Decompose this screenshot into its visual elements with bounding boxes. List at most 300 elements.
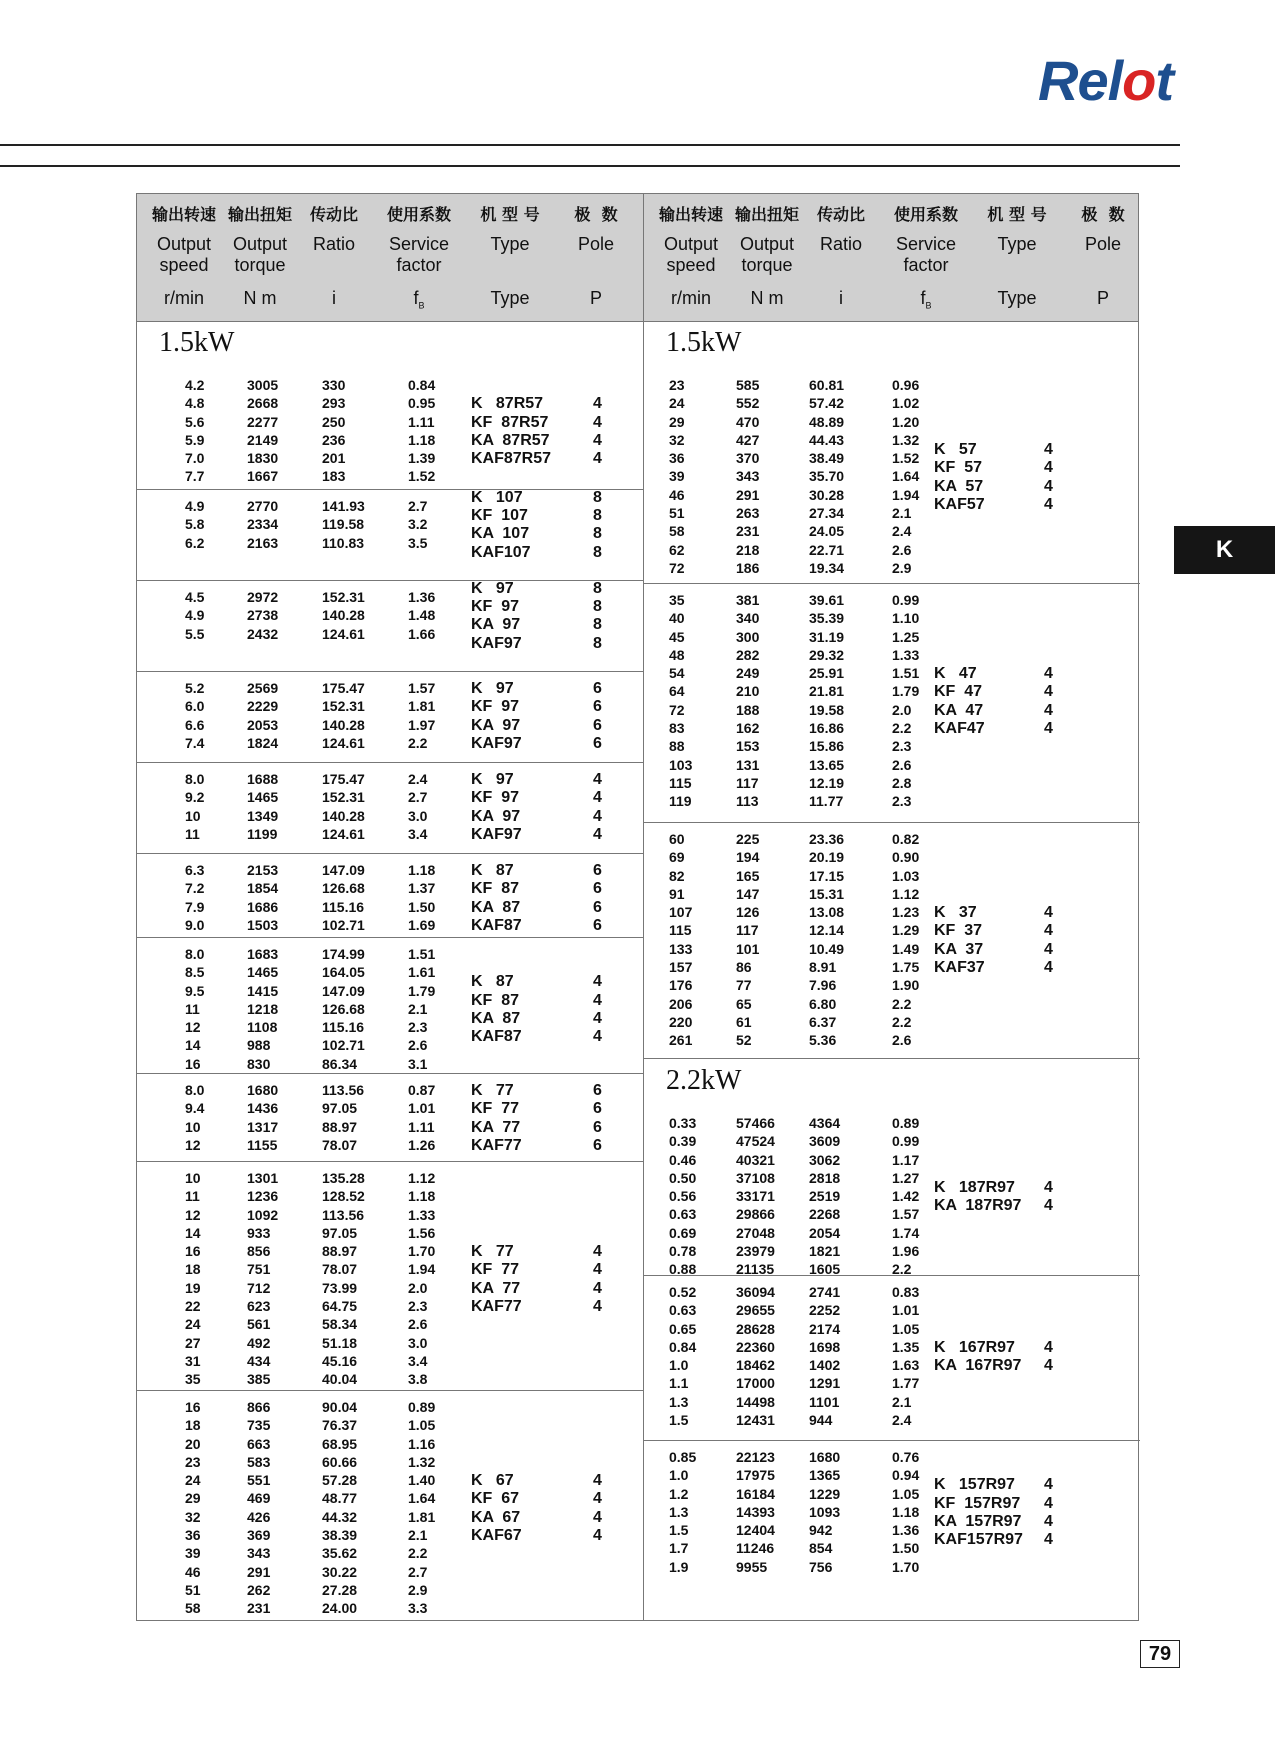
table-row [137,826,643,844]
factor-cell: 1.33 [892,646,920,663]
factor-cell: 1.94 [892,486,920,503]
speed-cell: 9.4 [185,1100,205,1117]
torque-cell: 12431 [736,1412,775,1429]
factor-cell: 2.6 [408,1037,428,1054]
speed-cell: 23 [185,1453,201,1470]
motor-block [137,1074,643,1162]
table-row [137,698,643,716]
factor-cell: 2.3 [892,738,912,755]
torque-cell: 856 [247,1243,271,1260]
speed-cell: 0.88 [669,1261,697,1278]
factor-cell: 1.50 [892,1540,920,1557]
torque-cell: 1092 [247,1206,279,1223]
factor-cell: 1.26 [408,1136,436,1153]
table-row [137,1261,643,1279]
ratio-cell: 124.61 [322,734,365,751]
torque-cell: 2229 [247,698,279,715]
ratio-cell: 110.83 [322,534,365,551]
torque-cell: 2569 [247,680,279,696]
factor-cell: 1.90 [892,977,920,994]
table-row [137,1119,643,1137]
ratio-cell: 1605 [809,1261,841,1278]
type-list: K 77 KF 77 KA 77 KAF77 [471,1082,522,1154]
torque-cell: 165 [736,867,760,884]
ratio-cell: 24.05 [809,523,845,540]
header-cn-1-right: 输出扭矩 [734,205,799,224]
ratio-cell: 183 [322,468,346,485]
ratio-cell: 124.61 [322,625,365,642]
torque-cell: 2770 [247,498,279,514]
factor-cell: 1.11 [408,413,435,430]
factor-cell: 1.63 [892,1357,920,1374]
torque-cell: 469 [247,1490,271,1507]
factor-cell: 1.42 [892,1188,920,1205]
factor-cell: 1.29 [892,922,920,939]
speed-cell: 60 [669,831,685,847]
factor-cell: 3.5 [408,534,428,551]
ratio-cell: 3062 [809,1151,841,1168]
ratio-cell: 78.07 [322,1136,358,1153]
speed-cell: 91 [669,885,685,902]
speed-cell: 88 [669,738,685,755]
torque-cell: 1854 [247,880,279,897]
torque-cell: 2149 [247,431,279,448]
table-row [644,468,1140,486]
ratio-cell: 90.04 [322,1399,358,1415]
table-row [644,1559,1140,1577]
table-row [644,1394,1140,1412]
ratio-cell: 2818 [809,1169,841,1186]
ratio-cell: 78.07 [322,1261,358,1278]
header-cn-1-left: 输出扭矩 [227,205,292,224]
speed-cell: 5.6 [185,413,205,430]
torque-cell: 40321 [736,1151,775,1168]
speed-cell: 8.0 [185,771,205,787]
table-row [137,498,643,516]
type-list: K 47 KF 47 KA 47 KAF47 [934,665,985,738]
speed-cell: 10 [185,807,201,824]
ratio-cell: 119.58 [322,516,365,533]
factor-cell: 1.12 [408,1170,436,1186]
factor-cell: 0.89 [408,1399,436,1415]
speed-cell: 16 [185,1243,201,1260]
header-un-0-right: r/min [671,288,711,308]
torque-cell: 663 [247,1435,271,1452]
factor-cell: 1.05 [892,1485,920,1502]
torque-cell: 23979 [736,1243,775,1260]
factor-cell: 0.82 [892,831,920,847]
torque-cell: 131 [736,756,760,773]
torque-cell: 583 [247,1453,271,1470]
speed-cell: 1.5 [669,1412,689,1429]
factor-cell: 1.18 [892,1503,920,1520]
table-row [644,1540,1140,1558]
speed-cell: 7.9 [185,898,205,915]
ratio-cell: 88.97 [322,1118,358,1135]
torque-cell: 22360 [736,1338,775,1355]
speed-cell: 8.5 [185,964,205,981]
factor-cell: 1.51 [892,665,920,682]
motor-block [137,581,643,672]
torque-cell: 21135 [736,1261,775,1278]
table-row [644,487,1140,505]
speed-cell: 14 [185,1224,201,1241]
table-row [137,535,643,553]
speed-cell: 24 [185,1316,201,1333]
ratio-cell: 140.28 [322,716,365,733]
header-en-1-right: Output torque [739,234,795,275]
torque-cell: 470 [736,413,760,430]
table-row [644,720,1140,738]
speed-cell: 7.4 [185,734,205,751]
table-row [644,757,1140,775]
torque-cell: 147 [736,885,760,902]
factor-cell: 2.3 [408,1298,428,1315]
factor-cell: 2.0 [408,1279,428,1296]
pole-list: 4 4 4 4 [593,1472,602,1545]
header-cn-3-left: 使用系数 [386,205,451,224]
ratio-cell: 35.70 [809,468,845,485]
speed-cell: 1.9 [669,1558,689,1575]
torque-cell: 1667 [247,468,279,485]
speed-cell: 58 [185,1600,201,1617]
ratio-cell: 60.81 [809,377,845,393]
pole-list: 4 4 4 4 [593,973,602,1046]
ratio-cell: 1821 [809,1243,841,1260]
torque-cell: 2738 [247,607,279,624]
torque-cell: 1301 [247,1170,279,1186]
speed-cell: 0.63 [669,1302,697,1319]
ratio-cell: 102.71 [322,916,365,933]
speed-cell: 29 [669,413,685,430]
ratio-cell: 88.97 [322,1243,358,1260]
torque-cell: 14498 [736,1393,775,1410]
torque-cell: 1436 [247,1100,279,1117]
header-en-2-right: Ratio [819,234,863,254]
table-row [137,1371,643,1389]
table-row [137,450,643,468]
factor-cell: 2.6 [408,1316,428,1333]
header-cn-4-left: 机 型 号 [480,205,540,224]
header-en-3-right: Service factor [895,234,957,275]
speed-cell: 64 [669,683,685,700]
factor-cell: 2.3 [408,1019,428,1036]
torque-cell: 29655 [736,1302,775,1319]
factor-cell: 0.84 [408,377,436,393]
ratio-cell: 86.34 [322,1055,358,1072]
table-row [137,1454,643,1472]
factor-cell: 1.70 [892,1558,920,1575]
ratio-cell: 35.39 [809,610,845,627]
torque-cell: 231 [247,1600,271,1617]
speed-cell: 6.0 [185,698,205,715]
table-row [137,1417,643,1435]
table-row [644,395,1140,413]
ratio-cell: 8.91 [809,959,837,976]
table-row [137,1436,643,1454]
torque-cell: 1218 [247,1000,279,1017]
table-row [137,771,643,789]
factor-cell: 2.7 [408,1563,428,1580]
type-list: K 167R97 KA 167R97 [934,1338,1022,1375]
section-tab-k[interactable]: K [1174,526,1275,574]
motor-block [137,321,643,490]
torque-cell: 427 [736,431,760,448]
torque-cell: 249 [736,665,760,682]
speed-cell: 14 [185,1037,201,1054]
ratio-cell: 7.96 [809,977,837,994]
ratio-cell: 22.71 [809,541,845,558]
factor-cell: 1.16 [408,1435,436,1452]
speed-cell: 46 [185,1563,201,1580]
table-row [644,1412,1140,1430]
torque-cell: 2163 [247,534,279,551]
table-row [137,1082,643,1100]
torque-cell: 426 [247,1508,271,1525]
torque-cell: 210 [736,683,760,700]
table-row [137,1001,643,1019]
factor-cell: 2.9 [408,1581,428,1598]
speed-cell: 261 [669,1032,693,1049]
speed-cell: 1.3 [669,1503,689,1520]
speed-cell: 32 [185,1508,201,1525]
speed-cell: 115 [669,774,692,791]
ratio-cell: 147.09 [322,982,365,999]
ratio-cell: 2252 [809,1302,841,1319]
speed-cell: 0.46 [669,1151,697,1168]
left-column [137,194,643,1620]
pole-list: 4 4 4 4 [593,395,602,468]
ratio-cell: 64.75 [322,1298,358,1315]
torque-cell: 117 [736,922,759,939]
motor-block [644,584,1140,823]
table-row [644,1467,1140,1485]
table-row [137,1056,643,1074]
speed-cell: 69 [669,849,685,866]
torque-cell: 2972 [247,589,279,605]
table-row [137,862,643,880]
speed-cell: 18 [185,1261,201,1278]
ratio-cell: 135.28 [322,1170,365,1186]
factor-cell: 0.87 [408,1082,436,1098]
header-en-0-left: Output speed [156,234,212,275]
torque-cell: 27048 [736,1224,775,1241]
speed-cell: 5.5 [185,625,205,642]
header-rule-top [0,144,1180,146]
table-row [644,1152,1140,1170]
speed-cell: 29 [185,1490,201,1507]
motor-block [644,321,1140,584]
ratio-cell: 126.68 [322,1000,365,1017]
ratio-cell: 27.28 [322,1581,358,1598]
speed-cell: 72 [669,701,685,718]
speed-cell: 1.3 [669,1393,689,1410]
torque-cell: 1503 [247,916,279,933]
motor-block [137,854,643,938]
ratio-cell: 11.77 [809,793,844,810]
ratio-cell: 25.91 [809,665,845,682]
factor-cell: 1.61 [408,964,436,981]
torque-cell: 988 [247,1037,271,1054]
ratio-cell: 27.34 [809,505,845,522]
speed-cell: 0.50 [669,1169,697,1186]
factor-cell: 1.33 [408,1206,436,1223]
factor-cell: 1.36 [892,1522,920,1539]
table-row [137,1335,643,1353]
factor-cell: 2.6 [892,1032,912,1049]
speed-cell: 8.0 [185,946,205,962]
torque-cell: 86 [736,959,752,976]
table-row [644,941,1140,959]
ratio-cell: 5.36 [809,1032,837,1049]
table-row [644,542,1140,560]
speed-cell: 9.0 [185,916,205,933]
factor-cell: 1.05 [408,1417,436,1434]
factor-cell: 1.11 [408,1118,435,1135]
factor-cell: 2.2 [408,1545,428,1562]
speed-cell: 19 [185,1279,201,1296]
torque-cell: 17000 [736,1375,775,1392]
type-list: K 37 KF 37 KA 37 KAF37 [934,904,985,977]
factor-cell: 1.05 [892,1320,920,1337]
ratio-cell: 40.04 [322,1371,358,1388]
ratio-cell: 44.32 [322,1508,358,1525]
ratio-cell: 2174 [809,1320,841,1337]
factor-cell: 2.6 [892,541,912,558]
factor-cell: 0.95 [408,395,436,412]
factor-cell: 1.03 [892,867,920,884]
header-un-3-left: $f_B$ [413,288,425,311]
type-list: K 67 KF 67 KA 67 KAF67 [471,1472,522,1545]
table-row [644,647,1140,665]
table-row [644,523,1140,541]
speed-cell: 16 [185,1055,201,1072]
ratio-cell: 140.28 [322,807,365,824]
factor-cell: 1.57 [892,1206,920,1223]
brand-logo: Relot [1038,49,1174,112]
speed-cell: 20 [185,1435,201,1452]
factor-cell: 3.3 [408,1600,428,1617]
speed-cell: 4.8 [185,395,205,412]
speed-cell: 6.6 [185,716,205,733]
ratio-cell: 126.68 [322,880,365,897]
torque-cell: 126 [736,904,760,921]
torque-cell: 1108 [247,1019,278,1036]
table-row [644,1206,1140,1224]
header-en-1-left: Output torque [232,234,288,275]
ratio-cell: 30.28 [809,486,845,503]
torque-cell: 12404 [736,1522,775,1539]
factor-cell: 0.94 [892,1467,920,1484]
factor-cell: 2.1 [892,505,912,522]
table-row [644,560,1140,578]
torque-cell: 113 [736,793,759,810]
speed-cell: 0.52 [669,1284,697,1300]
speed-cell: 6.3 [185,862,205,878]
table-row [644,1133,1140,1151]
ratio-cell: 115.16 [322,1019,365,1036]
torque-cell: 1824 [247,734,279,751]
ratio-cell: 76.37 [322,1417,358,1434]
ratio-cell: 57.42 [809,395,845,412]
speed-cell: 0.39 [669,1133,697,1150]
table-row [644,629,1140,647]
table-row [644,377,1140,395]
header-en-0-right: Output speed [663,234,719,275]
motor-block [137,490,643,581]
ratio-cell: 51.18 [322,1334,358,1351]
factor-cell: 2.3 [892,793,912,810]
header-un-2-right: i [839,288,843,308]
speed-cell: 103 [669,756,693,773]
table-row [644,922,1140,940]
torque-cell: 291 [736,486,760,503]
ratio-cell: 31.19 [809,628,845,645]
table-row [137,899,643,917]
ratio-cell: 24.00 [322,1600,358,1617]
factor-cell: 1.64 [892,468,920,485]
ratio-cell: 1402 [809,1357,841,1374]
table-row [644,959,1140,977]
torque-cell: 52 [736,1032,752,1049]
speed-cell: 10 [185,1118,201,1135]
ratio-cell: 39.61 [809,592,845,608]
table-row [137,789,643,807]
speed-cell: 58 [669,523,685,540]
type-list: K 87R57 KF 87R57 KA 87R57 KAF87R57 [471,395,552,468]
speed-cell: 23 [669,377,685,393]
speed-cell: 206 [669,995,693,1012]
speed-cell: 32 [669,431,685,448]
ratio-cell: 68.95 [322,1435,358,1452]
table-row [644,868,1140,886]
header-en-5-left: Pole [577,234,615,254]
table-row [644,1504,1140,1522]
table-row [644,1188,1140,1206]
motor-block [644,1059,1140,1276]
table-row [137,964,643,982]
speed-cell: 119 [669,793,692,810]
speed-cell: 0.69 [669,1224,697,1241]
factor-cell: 1.01 [892,1302,920,1319]
type-list: K 187R97 KA 187R97 [934,1179,1022,1215]
type-list: K 97 KF 97 KA 97 KAF97 [471,579,522,652]
torque-cell: 186 [736,559,760,576]
ratio-cell: 1101 [809,1393,840,1410]
speed-cell: 39 [669,468,685,485]
factor-cell: 1.52 [892,450,920,467]
speed-cell: 0.84 [669,1338,697,1355]
ratio-cell: 330 [322,377,346,393]
torque-cell: 2277 [247,413,279,430]
ratio-cell: 10.49 [809,940,845,957]
torque-cell: 866 [247,1399,271,1415]
speed-cell: 39 [185,1545,201,1562]
pole-list: 8 8 8 8 [593,488,602,561]
ratio-cell: 1698 [809,1338,841,1355]
ratio-cell: 97.05 [322,1100,358,1117]
ratio-cell: 97.05 [322,1224,358,1241]
factor-cell: 1.25 [892,628,920,645]
table-row [137,1600,643,1618]
table-row [137,1527,643,1545]
factor-cell: 2.2 [892,1013,912,1030]
ratio-cell: 12.14 [809,922,845,939]
table-row [137,1188,643,1206]
speed-cell: 6.2 [185,534,205,551]
ratio-cell: 38.49 [809,450,845,467]
factor-cell: 1.70 [408,1243,436,1260]
